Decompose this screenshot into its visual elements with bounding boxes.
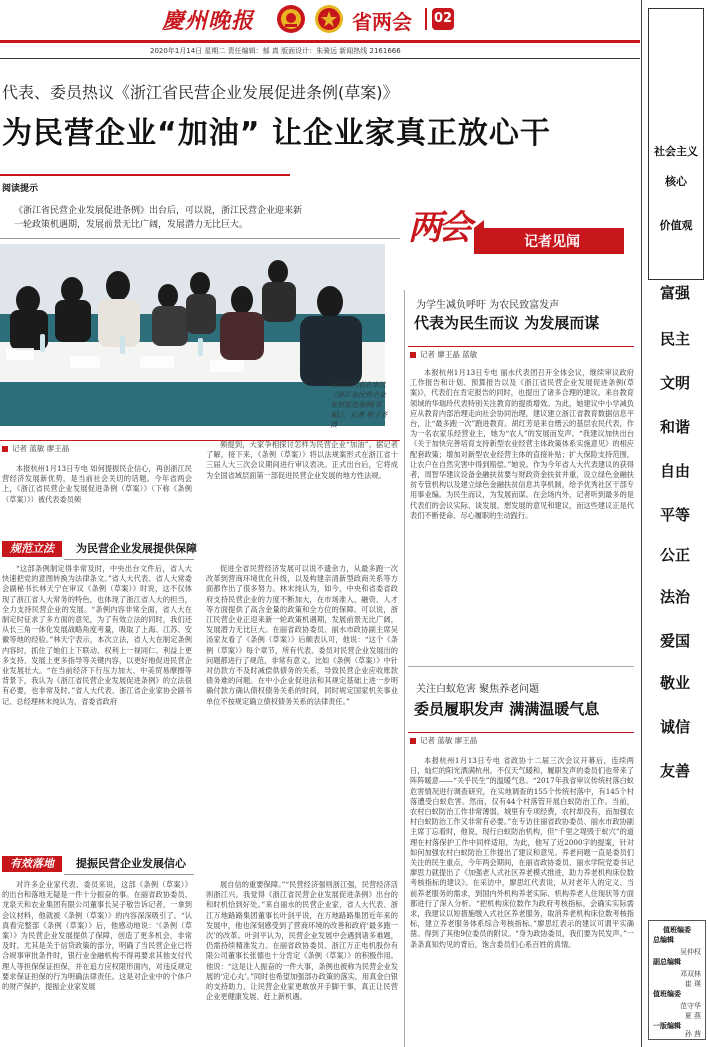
feature-logo xyxy=(404,198,634,268)
sidebar-top-line-3: 价值观 xyxy=(659,219,693,232)
credit-line: 范守华 xyxy=(680,1002,701,1010)
masthead-rule xyxy=(0,40,640,43)
sub2-tag: 有效落地 xyxy=(2,856,62,872)
credit-line: 一版编辑 xyxy=(653,1021,681,1030)
sidebar-divider xyxy=(641,0,642,1047)
core-value: 民主 xyxy=(659,330,690,348)
page-number-badge: 02 xyxy=(432,8,454,30)
masthead-section-name: 省两会 xyxy=(352,10,412,34)
credit-line: 吴仲权 xyxy=(680,948,701,956)
core-value: 敬业 xyxy=(659,674,690,692)
read-tip-text: 《浙江省民营企业发展促进条例》出台后，可以说，浙江民营企业迎来新一轮政策机遇期，发展前景无比广阔，发展潜力无比巨大。 xyxy=(14,206,303,230)
sub1-col2: 促进全省民营经济发展可以说不遗余力，从最多跑一次改革到营商环境优化升级，以及构建亲清新型政商关系等方面都作出了很多努力。林末纯认为，如今，中央和省委省政府支持民营企业的力度不断加大，在市场准入、融资、人才等方面提供了高含金量的政策和全方位的保障。可以说，浙江民营企业正迎来新一轮政策机遇期，发展前景无比广阔，发展潜力无比巨大。在丽省政协委员、丽水市政协副主席吴汤家友看了《条例（草案）》后颇表认可，他说：“这个《条例（草案）》每个章节，所有代表、委员对民营企业发展出的问题都进行了规范，非常有意义。比如《条例（草案）》中针对仿款方不及时减偿供债务的关系，导致民营企业应收账款债务难的问题。在中小企业促进法和其规定基础上进一步明确付款方确认债权债务关系的时间，同时规定国家机关事业单位不按规定确立债权债务关系的法律责任。” xyxy=(206,564,398,706)
feature1-text: 本报杭州1月13日专电 丽水代表团召开全体会议，继续审议政府工作报告和计划、预算报告以及《浙江省民营企业发展促进条例(草案)》，代表们在肯定报告的同时，也提出了诸多合理的建议。来自教育领域的华瑞玲代表特别关注教育的提质增效。为此，她建议中小学减负应从教育内部治理走向社会协同治理，建议建立浙江省教育数据信息平台，让“最多跑一次”跑进教育。胡红芳是来自缙云的基层农民代表，作为一名农家乐经营业主，她为“农人”的发展而发声。“我建议加快出台《关于加快完善培育支持新型农业经营主体政策体系实施意见》的相应配套政策；增加对新型农业经营主体的直接补贴；扩大保险支持范围，让农户在自然灾害中得到赔偿。”她说。作为今年省人大代表建议的获得者，周智华建议设备金融扶贫要与财政资金扶贫并重，设立绿色金融扶贫专管机构以及建立绿色金融扶贫信息共享机制，给予优秀社区干部专用事业编。为民生而议，为发展而谋。在会场内外，记者听到最多的是代表们的会议实际、谈发展、想发展的意见和建议，而这些建议正是代表们不断使命、尽心履职的生动践行。 xyxy=(410,368,634,520)
credit-line: 总编辑 xyxy=(653,935,674,944)
cppcc-emblem-icon xyxy=(314,4,344,34)
sub2-col1: 对许多企业家代表、委员来说，这部《条例（草案）》的出台和落地无疑是一件十分振奋的事。在丽省政协委员、龙泉天和农业集团有限公司董事长吴子敬告诉记者，一拿到会议材料，他就被《条例（草案）》的内容深深吸引了。“认真看完整部《条例（草案）》后，他感动地说：‘《条例（草案）》为民营企业发展提供了保障，创造了更多机会，非常及时。尤其是关于信贷政策的部分，明确了当民营企业已将合规事审批条件时，银行业金融机构不得再要求其他支付代理人等担保保证担保，并在追方应权限形面内，对违反规定要求保证担保的行为明确法律责任。这是对企业中的个体户的财产保护，提振企业家发展 xyxy=(2,880,192,992)
credit-line: 值班编委 xyxy=(653,989,681,998)
core-value: 富强 xyxy=(659,284,690,302)
info-rule xyxy=(0,58,640,59)
lead-kicker: 代表、委员热议《浙江省民营企业发展促进条例(草案)》 xyxy=(2,83,399,102)
credit-line: 崔 瑛 xyxy=(684,980,701,988)
sub1-col1: “这部条例制定得非常及时，中央出台文件后，省人大快速把党的意图转换为法律条文。”省人大代表、省人大常委会副秘书长林天宁在审议《条例（草案）》时说，这不仅体现了浙江省人大常务的特色，也体现了浙江省人大的担当，全力支持民营企业的发展。“条例内容非常全面，省人大在制定时征求了多方面的意见，为了有效立法的同时，我们还从长三角一体化发展战略角度考量，吸取了上海、江苏、安徽等地的经验。”林天宁表示，本次立法，省人大在制定条例内容时，抓住了她们上下联动、权利上一视同仁、利益上更多支持、发展上更多指导等关键内容，以更好地促进民营企业发展壮大。“在当前经济下行压力加大、中美贸易摩擦等背景下，我认为《浙江省民营企业发展促进条例》的立法很有必要，也非常及时。”省人大代表、浙江省企业家协会副书记、总经理林末纯认为，省委省政府 xyxy=(2,564,192,706)
core-values-list xyxy=(646,282,704,504)
core-value: 和谐 xyxy=(659,418,690,436)
feature2-text: 本报杭州1月13日专电 省政协十二届三次会议开幕后，连续两日，灿烂的阳光洒满杭州。不仅天气暖和，履职发声的委员们也带来了阵阵暖意——“关乎民生”的温暖气息。“2017年我省审议传统村落白蚁危害情况进行调查研究，在实地调查的155个传统村落中，有145个村落遭受白蚁危害。然而，仅有44个村落管开展白蚁防治工作。当前，农村白蚁防治工作非常薄弱，城里有专项经费，农村却没有，而加强农村白蚁防治工作又非常有必要。”在专访住丽省政协委员、丽水市政协副主席丁忘看时，他说，现行白蚁防治机构，但“千里之堤毁于蚁穴”的道理在村落保护工作中同样适用，为此，他写了近2000字的提案，针对如何加强农村白蚁防治工作提出了建议和意见。养老问题一直是委员们关注的民生重点，今年两会期间，在丽省政协委员、丽水学院党委书记廖思力就提出了《加强老人式社区养老模式推进，助力养老机构床位数考核指标的建议》。在采访中，廖思红代表说，从对老年人的定义、当前养老服务的需求，到国内外机构养老实际、机构养老人住现状等方面都进行了深入分析。“把机构床位数作为政府考核指标，会确实实际需求，我建议以短措施缴入式社区养老服务，取消养老机构床位数考核指标，建立养老服务体系综合考核指标。”廖思红表示的建议可谓平实确凿。得到了其他9位委员的附议。“身为政协委员，我们要为民发声。”一条条真知灼见的背后，饱含委员们心系百姓的真情。 xyxy=(410,756,634,949)
masthead xyxy=(0,0,640,40)
editor-credits-box xyxy=(648,920,706,1040)
credit-line: 邓双林 xyxy=(680,970,701,978)
core-value: 平等 xyxy=(659,506,690,524)
core-value: 法治 xyxy=(659,588,690,606)
sidebar-top-line-1: 社会主义 xyxy=(654,145,698,158)
sub2-rule xyxy=(64,874,194,875)
sub1-rule xyxy=(64,559,194,560)
lead-byline: 记者 蓝敏 廖王晶 xyxy=(12,444,70,453)
read-tip-bottom-rule xyxy=(0,238,400,239)
sub1-tag: 规范立法 xyxy=(2,541,62,557)
lead-photo xyxy=(0,244,385,426)
core-value: 诚信 xyxy=(659,718,690,736)
byline-marker-icon xyxy=(2,446,8,452)
column-divider xyxy=(404,290,405,1047)
feature-separator xyxy=(408,666,634,667)
credit-line: 夏 燕 xyxy=(684,1012,701,1020)
photo-caption: 丽水的代表在审议《浙江省民营企业发展促进条例(草案)》。记者 程子齐 摄 xyxy=(330,381,388,429)
sub1-title: 为民营企业发展提供保障 xyxy=(76,542,197,555)
feature1-byline-marker-icon xyxy=(410,352,416,358)
feature1-byline-rule xyxy=(408,346,634,347)
core-value: 文明 xyxy=(659,374,690,392)
masthead-info-line: 2020年1月14日 星期二 责任编辑：郁 真 版面设计：朱骑远 新闻热线 2161666 xyxy=(150,47,401,55)
credit-line: 值班编委 xyxy=(663,925,691,934)
feature1-byline: 记者 廖王晶 蓝敏 xyxy=(420,350,478,359)
credit-line: 孙 茜 xyxy=(684,1030,701,1038)
masthead-divider xyxy=(425,8,427,30)
read-tip-label: 阅读提示 xyxy=(2,184,39,194)
core-value: 友善 xyxy=(659,762,690,780)
feature1-title: 代表为民生而议 为发展而谋 xyxy=(414,314,600,332)
feature2-byline-rule xyxy=(408,732,634,733)
lead-intro-col2: 频提到，大家争相探讨怎样为民营企业“加油”。据记者了解，接下来，《条例（草案）》将以法规案形式在浙江省十三届人大三次会议期间进行审议表决。正式出台后，它将成为全国省域层面第一部促进民营企业发展的地方性法规。 xyxy=(206,440,398,480)
credit-line: 副总编辑 xyxy=(653,957,681,966)
core-value: 公正 xyxy=(659,546,690,564)
core-value: 爱国 xyxy=(659,632,690,650)
feature1-kicker: 为学生减负呼吁 为农民致富发声 xyxy=(416,300,560,311)
national-emblem-icon xyxy=(276,4,306,34)
masthead-paper-name: 慶州晚报 xyxy=(162,8,255,34)
read-tip-rule xyxy=(0,174,290,176)
feature2-kicker: 关注白蚁危害 聚焦养老问题 xyxy=(416,684,540,695)
sub2-title: 提振民营企业发展信心 xyxy=(76,857,186,870)
feature2-byline-marker-icon xyxy=(410,738,416,744)
lead-intro-col1: 本报杭州1月13日专电 如何提振民企信心，再创浙江民营经济发展新优势，是当前社会关切的话题。今年省两会上，《浙江省民营企业发展促进条例（草案）》（下称《条例（草案）》）被代表委员频 xyxy=(2,464,192,504)
core-values-list-2 xyxy=(646,504,704,804)
sidebar-top-box xyxy=(648,8,704,280)
feature2-title: 委员履职发声 满满温暖气息 xyxy=(414,700,600,718)
feature2-byline: 记者 蓝敏 廖王晶 xyxy=(420,736,478,745)
feature-logo-text: 两会 xyxy=(408,208,468,248)
sidebar-top-line-2: 核心 xyxy=(665,175,687,188)
sub2-col2: 展自信的重要保障。”“民营经济强则浙江强，民营经济活则浙江兴。我觉得《浙江省民营企业发展促进条例》出台的和时机恰到好处。”来自丽水的民营企业家，省人大代表、浙江万地路路集团董事长叶剑平说，在万地路路集团近年来的发展中，他也深刻感受到了营商环境的改善和政府‘最多跑一次’的改革。叶剑平认为，民营企业发展中会遇到诸多难题，仍需持续精准发力。在丽省政协委员、浙江万正电机股份有限公司董事长张德也十分肯定《条例（草案）》的积极作用。他说：“这是让人振奋的一件大事，条例也被称为民营企业发展的‘定心丸’。”同时也希望加强部办政策的落实，用真金白银的支持助力，让民营企业家更敢放开手脚干事，真正让民营企业更健康发展、赶上新机遇。 xyxy=(206,880,398,1002)
core-value: 自由 xyxy=(659,462,690,480)
lead-headline: 为民营企业“加油” 让企业家真正放心干 xyxy=(2,116,551,151)
feature-logo-sub: 记者见闻 xyxy=(524,234,580,250)
